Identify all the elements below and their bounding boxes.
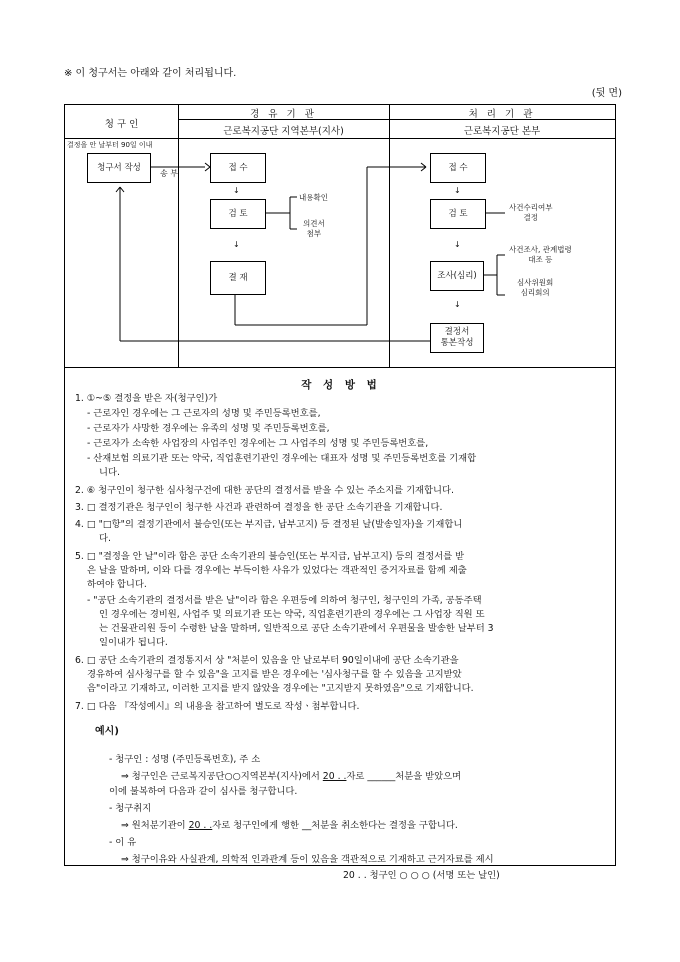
region-receive-box: 접 수 [210, 153, 266, 183]
example-line: 이에 불복하여 다음과 같이 심사를 청구합니다. [109, 786, 298, 797]
col-processor-sub: 근로복지공단 본부 [463, 126, 541, 137]
hq-receive-box: 접 수 [430, 153, 486, 183]
example-line [121, 770, 461, 783]
method-line: 7. □ 다음 『작성예시』의 내용을 참고하여 별도로 작성ㆍ첨부합니다. [75, 701, 360, 712]
example-text: 자로 [346, 771, 368, 782]
claim-write-box: 청구서 작성 [87, 153, 151, 183]
example-text: 자로 청구인에게 행한 __처분을 취소한다는 결정을 구합니다. [212, 820, 458, 831]
process-table [64, 104, 616, 881]
hq-decision-box: 결정서 통본작성 [430, 323, 484, 353]
region-review-note-2: 의견서 첨부 [303, 219, 325, 238]
method-line: - 근로자가 사망한 경우에는 유족의 성명 및 주민등록번호를, [87, 423, 330, 434]
method-line: - 산재보험 의료기관 또는 약국, 직업훈련기관인 경우에는 대표자 성명 및 주민등록번호를 기재합 [87, 453, 477, 464]
hq-review-note: 사건수리여부 결정 [509, 203, 553, 222]
date-blank: 20 . . [322, 771, 347, 782]
hq-investigate-note-1: 사건조사, 관계법령 대조 등 [509, 245, 572, 264]
col-processor-header: 처 리 기 관 [468, 109, 536, 120]
example-line: - 청구취지 [109, 803, 152, 814]
region-review-note-1: 내용확인 [299, 193, 328, 202]
method-line: 5. □ "결정을 안 날"이라 함은 공단 소속기관의 불승인(또는 부지급, 납부고지) 등의 결정서를 받 [75, 551, 465, 562]
signature-line: 20 . . 청구인 ○ ○ ○ (서명 또는 날인) [343, 870, 500, 881]
example-text: 처분을 받았으며 [395, 771, 462, 782]
down-arrow-icon: ↓ [454, 240, 461, 249]
method-line: 다. [99, 533, 111, 544]
method-line: - 근로자인 경우에는 그 근로자의 성명 및 주민등록번호를, [87, 408, 321, 419]
method-line: 6. □ 공단 소속기관의 결정통지서 상 "처분이 있음을 안 날로부터 90일이내에 공단 소속기관을 [75, 655, 459, 666]
hq-investigate-note-2: 심사위원회 심리회의 [517, 278, 554, 297]
method-line: 니다. [99, 467, 120, 478]
method-line: 일이내가 됩니다. [99, 637, 168, 648]
method-line: 1. ①~⑤ 결정을 받은 자(청구인)가 [75, 393, 218, 404]
example-line [121, 819, 458, 832]
example-text: ⇒ 원처분기관이 [121, 820, 189, 831]
send-label: 송 부 [160, 169, 178, 178]
method-line: 4. □ "□항"의 결정기관에서 불승인(또는 부지급, 납부고지) 등 결정된 날(발송일자)을 기재합니 [75, 519, 463, 530]
disposition-blank: ______ [367, 771, 396, 782]
col-intermediary-sub: 근로복지공단 지역본부(지사) [223, 126, 344, 137]
down-arrow-icon: ↓ [454, 186, 461, 195]
notice-text: ※ 이 청구서는 아래와 같이 처리됩니다. [64, 68, 237, 79]
method-title: 작 성 방 법 [301, 379, 381, 391]
col-claimant-header: 청 구 인 [104, 119, 139, 130]
region-review-box: 검 토 [210, 199, 266, 229]
example-line: - 이 유 [109, 837, 137, 848]
example-line: ⇒ 청구이유와 사실관계, 의학적 인과관계 등이 있음을 객관적으로 기재하고 근거자료를 제시 [121, 854, 494, 865]
method-line: - "공단 소속기관의 결정서를 받은 날"이라 함은 우편등에 의하여 청구인, 청구인의 가족, 공동주택 [87, 595, 482, 606]
deadline-note: 결정을 안 날부터 90일 이내 [67, 141, 153, 149]
method-line: - 근로자가 소속한 사업장의 사업주인 경우에는 그 사업주의 성명 및 주민등록번호를, [87, 438, 429, 449]
method-line: 는 건물관리원 등이 수령한 날을 말하며, 일반적으로 공단 소속기관에서 우편물을 발송한 날부터 3 [99, 623, 494, 634]
hq-investigate-box: 조사(심리) [430, 261, 484, 291]
method-line: 음"이라고 기재하고, 이러한 고지를 받지 않았을 경우에는 "고지받지 못하였음"으로 기재합니다. [87, 683, 474, 694]
down-arrow-icon: ↓ [233, 240, 240, 249]
method-line: 하여야 합니다. [87, 579, 147, 590]
method-line: 2. ⑥ 청구인이 청구한 심사청구건에 대한 공단의 결정서를 받을 수 있는 주소지를 기재합니다. [75, 485, 454, 496]
method-line: 인 경우에는 경비원, 사업주 및 의료기관 또는 약국, 직업훈련기관의 경우에는 그 사업장 직원 또 [99, 609, 485, 620]
back-side-label: (뒷 면) [591, 88, 622, 99]
method-line: 경유하여 심사청구를 할 수 있음"을 고지를 받은 경우에는 '심사청구를 할 수 있음을 고지받았 [87, 669, 462, 680]
hq-review-box: 검 토 [430, 199, 486, 229]
method-line: 3. □ 결정기관은 청구인이 청구한 사건과 관련하여 결정을 한 공단 소속기관을 기재합니다. [75, 502, 443, 513]
region-approve-box: 결 재 [210, 261, 266, 295]
example-text: ⇒ 청구인은 근로복지공단○○지역본부(지사)에서 [121, 771, 323, 782]
method-line: 은 날을 말하며, 이와 다를 경우에는 부득이한 사유가 있었다는 객관적인 증거자료를 함께 제출 [87, 565, 467, 576]
date-blank: 20 . . [188, 820, 213, 831]
method-divider [65, 367, 615, 368]
down-arrow-icon: ↓ [454, 300, 461, 309]
down-arrow-icon: ↓ [233, 186, 240, 195]
example-line: - 청구인 : 성명 (주민등록번호), 주 소 [109, 754, 261, 765]
col-intermediary-header: 경 유 기 관 [250, 109, 317, 120]
example-title: 예시) [95, 726, 119, 737]
